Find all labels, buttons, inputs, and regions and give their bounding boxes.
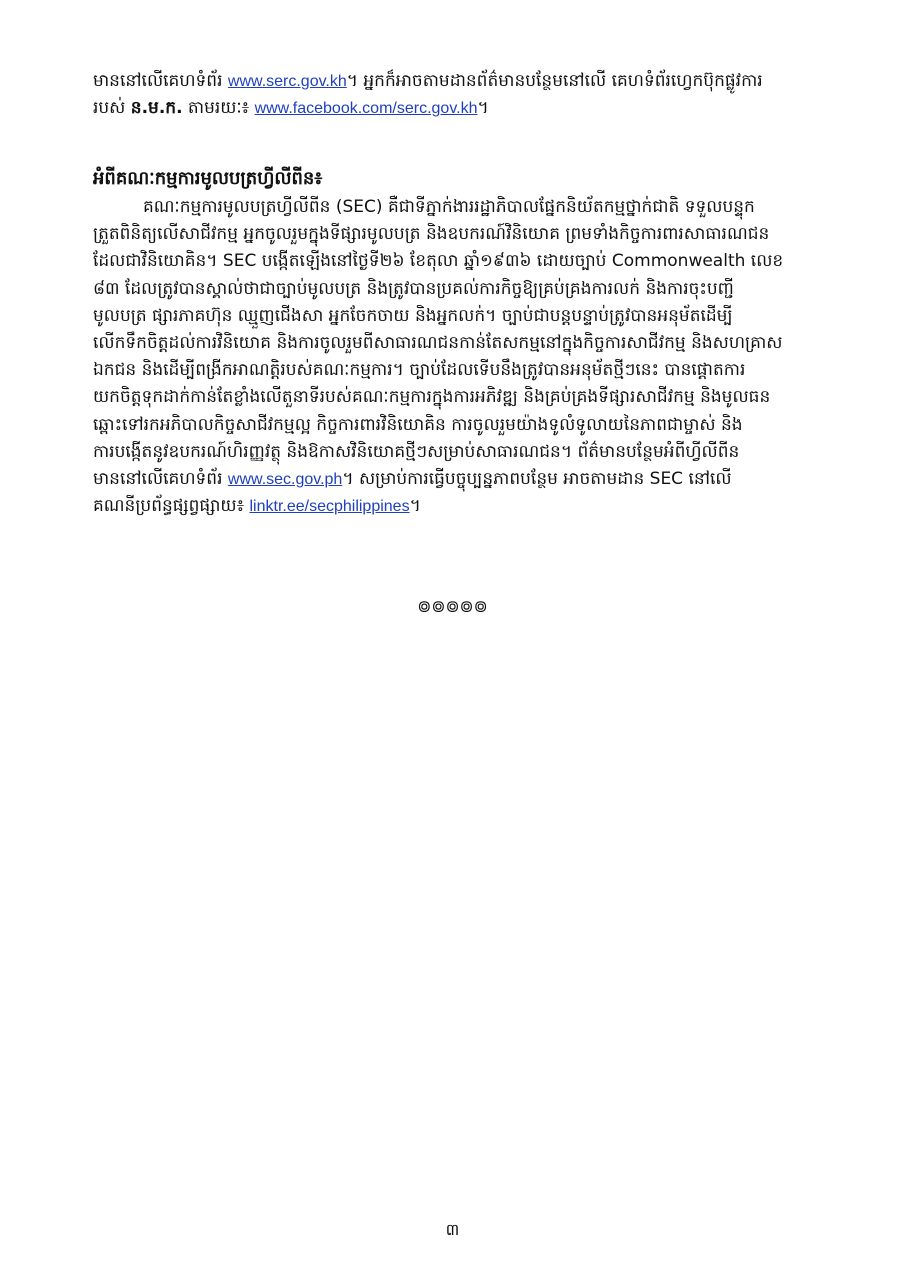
body-text: ។ សម្រាប់ការធ្វើបច្ចុប្បន្នភាពបន្ថែម អាចតាមដាន SEC នៅលើ	[342, 469, 732, 490]
body-line: គណៈកម្មការមូលបត្រហ្វីលីពីន (SEC) គឺជាទីភ្នាក់ងាររដ្ឋាភិបាលផ្នែកនិយ័តកម្មថ្នាក់ជាតិ ទទួលបន្ទុក	[143, 197, 755, 217]
body-line: ឯកជន និងដើម្បីពង្រីកអាណត្តិរបស់គណៈកម្មការ។ ច្បាប់ដែលទើបនឹងត្រូវបានអនុម័តថ្មីៗនេះ បានផ្តោតការ	[93, 360, 746, 381]
body-line: ដែលជាវិនិយោគិន។ SEC បង្កើតឡើងនៅថ្ងៃទី២៦ ខែតុលា ឆ្នាំ១៩៣៦ ដោយច្បាប់ Commonwealth លេខ	[93, 251, 784, 272]
end-of-document-mark: ៙៙៙៙៙	[417, 597, 488, 617]
body-line: លើកទឹកចិត្តដល់ការវិនិយោគ និងការចូលរួមពីសាធារណជនកាន់តែសកម្មនៅក្នុងកិច្ចការសាជីវកម្ម និងសហគ្រាស	[93, 333, 783, 354]
body-line-with-link	[93, 466, 815, 493]
body-line: មូលបត្រ ផ្សារភាគហ៊ុន ឈ្មួញជើងសា អ្នកចែកចាយ និងអ្នកលក់។ ច្បាប់ជាបន្តបន្ទាប់ត្រូវបានអនុម័តដើម្បី	[93, 305, 733, 326]
sec-linktree-link[interactable]: linktr.ee/secphilippines	[249, 498, 410, 516]
intro-text: របស់	[93, 98, 131, 119]
intro-line-1	[93, 68, 815, 95]
body-text: គណនីប្រព័ន្ធផ្សព្វផ្សាយ៖	[93, 496, 250, 517]
serc-facebook-link[interactable]: www.facebook.com/serc.gov.kh	[254, 100, 478, 118]
body-line: យកចិត្តទុកដាក់កាន់តែខ្លាំងលើតួនាទីរបស់គណៈកម្មការក្នុងការអភិវឌ្ឍ និងគ្រប់គ្រងទីផ្សារសាជីវកម្ម និងមូលធន	[93, 387, 771, 408]
body-line: ការបង្កើតនូវឧបករណ៍ហិរញ្ញវត្ថុ និងឱកាសវិនិយោគថ្មីៗសម្រាប់សាធារណជន។ ព័ត៌មានបន្ថែមអំពីហ្វីលីពីន	[93, 441, 740, 462]
organization-abbreviation: ន.ម.ក.	[130, 98, 183, 119]
sec-about-paragraph	[93, 194, 815, 520]
intro-line-2	[93, 95, 815, 122]
body-line-with-link	[93, 493, 815, 520]
page-number: ៣	[445, 1220, 460, 1239]
body-text: មាននៅលើគេហទំព័រ	[93, 469, 228, 490]
body-line: ៨៣ ដែលត្រូវបានស្គាល់ថាជាច្បាប់មូលបត្រ និងត្រូវបានប្រគល់ការកិច្ចឱ្យគ្រប់គ្រងការលក់ និងការចុះបញ្ជី	[93, 278, 734, 299]
intro-text: មាននៅលើគេហទំព័រ	[93, 71, 228, 91]
body-text: ។	[409, 496, 421, 517]
intro-text: ។	[477, 98, 489, 119]
body-line: ត្រួតពិនិត្យលើសាជីវកម្ម អ្នកចូលរួមក្នុងទីផ្សារមូលបត្រ និងឧបករណ៍វិនិយោគ ព្រមទាំងកិច្ចការពារសាធារណជន	[93, 224, 770, 245]
intro-text: តាមរយៈ៖	[182, 98, 255, 119]
section-heading: អំពីគណៈកម្មការមូលបត្រហ្វីលីពីន៖	[93, 168, 323, 189]
intro-text: ។ អ្នកក៏អាចតាមដានព័ត៌មានបន្ថែមនៅលើ គេហទំព័រហ្វេកប៊ុកផ្លូវការ	[346, 71, 763, 91]
intro-paragraph	[93, 68, 815, 122]
serc-website-link[interactable]: www.serc.gov.kh	[227, 73, 347, 90]
body-line: ឆ្ពោះទៅរកអភិបាលកិច្ចសាជីវកម្មល្អ កិច្ចការពារវិនិយោគិន ការចូលរួមយ៉ាងទូលំទូលាយនៃភាពជាម្ចាស់ និង	[93, 414, 743, 435]
sec-website-link[interactable]: www.sec.gov.ph	[227, 471, 343, 489]
